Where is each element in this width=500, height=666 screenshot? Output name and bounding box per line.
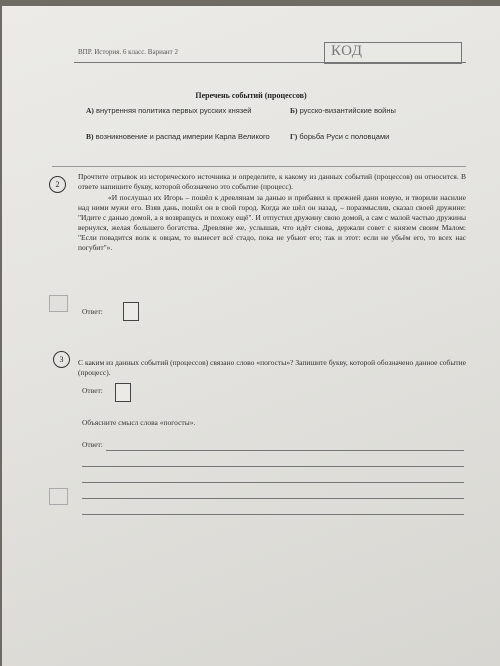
question-2-answer-box[interactable]: [123, 302, 139, 321]
event-item-c: [86, 131, 270, 142]
answer-line-4[interactable]: [82, 498, 464, 499]
question-2-quote: «И послушал их Игорь – пошёл к древлянам за данью и прибавил к прежней дани новую, и творили насилие над ними мужи его. Взяв дань, пошёл он в свой город. Когда же шёл он назад, – поразмыслив, сказал своей дружине: "Идите с данью домой, а я возвращусь и похожу ещё". И отпустил дружину свою домой, а сам с малой частью дружины вернулся, желая большего богатства. Древляне же, услышав, что идёт снова, держали совет с князем своим Малом: "Если повадится волк к овцам, то вынесет всё стадо, пока не убьют его; так и этот: если не убьём его, то всех нас погубит"».: [78, 193, 466, 252]
answer-line-2[interactable]: [82, 466, 464, 467]
event-text: борьба Руси с половцами: [299, 132, 390, 141]
event-letter: Б): [290, 106, 298, 115]
question-3-explain-prompt: Объясните смысл слова «погосты».: [82, 418, 196, 427]
question-3-number: 3: [53, 351, 70, 368]
event-text: внутренняя политика первых русских князей: [96, 106, 252, 115]
events-list-title: Перечень событий (процессов): [195, 91, 307, 100]
section-divider: [52, 166, 466, 167]
header-title: ВПР. История. 6 класс. Вариант 2: [78, 48, 178, 56]
answer-line-3[interactable]: [82, 482, 464, 483]
answer-line-5[interactable]: [82, 514, 464, 515]
question-3-answer-label: Ответ:: [82, 386, 103, 395]
header-divider: [74, 62, 466, 63]
event-item-b: [290, 105, 460, 116]
worksheet-page: [2, 6, 500, 666]
event-letter: А): [86, 106, 94, 115]
event-item-a: [86, 105, 276, 116]
event-item-d: [290, 131, 460, 142]
event-letter: Г): [290, 132, 298, 141]
event-text: возникновение и распад империи Карла Великого: [95, 132, 270, 141]
event-text: русско-византийские войны: [299, 106, 396, 115]
code-label: КОД: [331, 43, 363, 59]
event-letter: В): [86, 132, 94, 141]
question-2-prompt: Прочтите отрывок из исторического источника и определите, к какому из данных событий (процессов) он относится. В ответе напишите букву, которой обозначено это событие (процесс).: [78, 172, 466, 191]
question-2-number: 2: [49, 176, 66, 193]
question-3-explain-answer-label: Ответ:: [82, 440, 103, 449]
code-field[interactable]: [324, 42, 462, 64]
question-3-answer-box[interactable]: [115, 383, 131, 402]
answer-line-1[interactable]: [106, 450, 464, 451]
question-3-score-box[interactable]: [49, 488, 68, 505]
question-2-body: [78, 172, 466, 253]
question-2-answer-label: Ответ:: [82, 307, 103, 316]
question-2-score-box[interactable]: [49, 295, 68, 312]
question-3-prompt: С каким из данных событий (процессов) связано слово «погосты»? Запишите букву, которой обозначено данное событие (процесс).: [78, 358, 466, 377]
